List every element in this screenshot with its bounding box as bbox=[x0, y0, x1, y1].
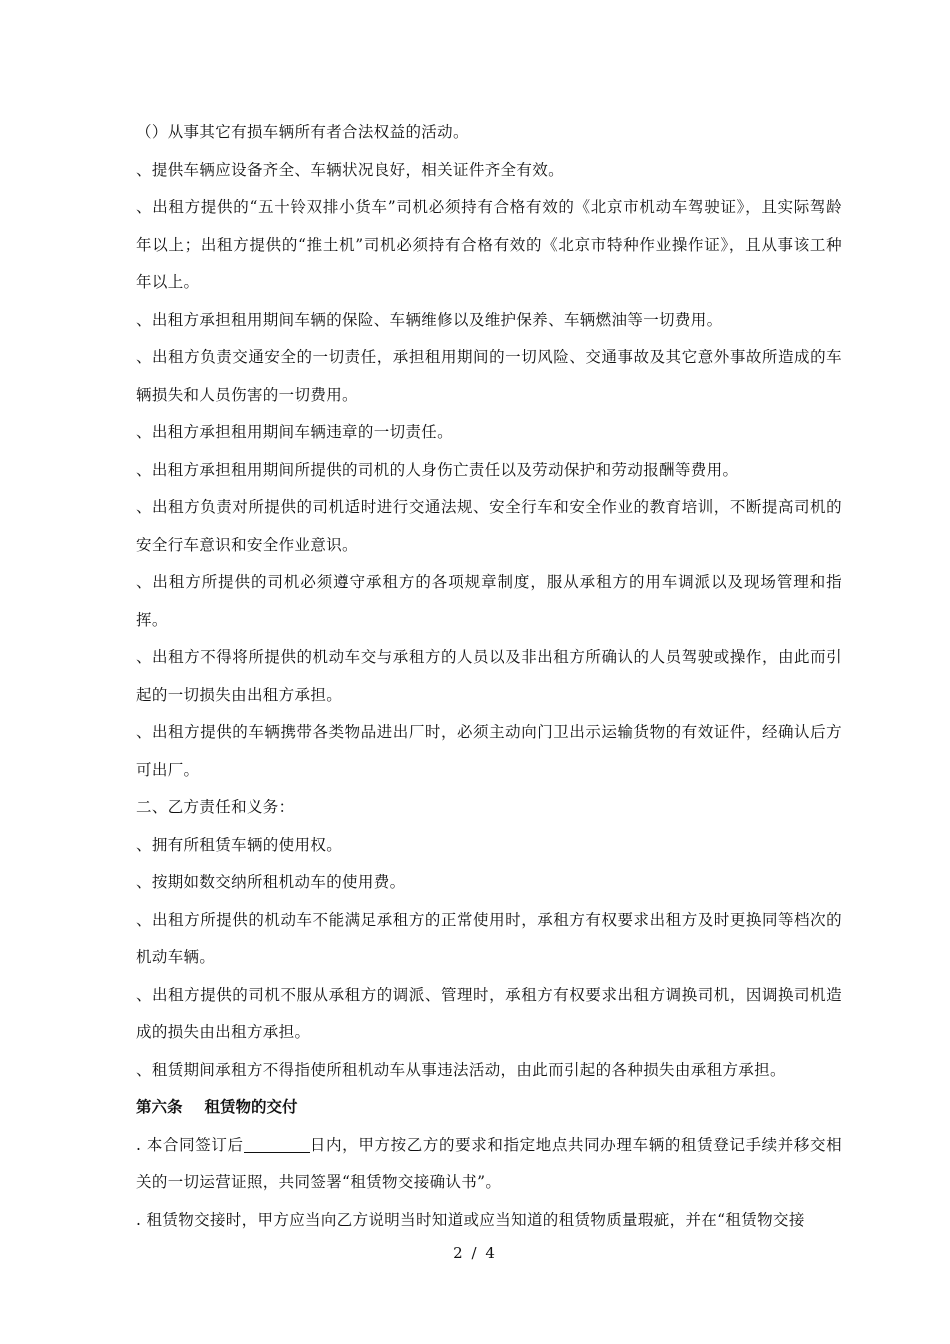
clause-text: 、出租方不得将所提供的机动车交与承租方的人员以及非出租方所确认的人员驾驶或操作，由此而引起的一切损失由出租方承担。 bbox=[136, 648, 842, 704]
clause-text: 、出租方提供的“五十铃双排小货车”司机必须持有合格有效的《北京市机动车驾驶证》，且实际驾龄年以上；出租方提供的“推土机”司机必须持有合格有效的《北京市特种作业操作证》，且从事该工种年以上。 bbox=[136, 198, 842, 291]
page-separator: / bbox=[471, 1244, 479, 1262]
clause-text: 、出租方负责交通安全的一切责任，承担租用期间的一切风险、交通事故及其它意外事故所造成的车辆损失和人员伤害的一切费用。 bbox=[136, 348, 842, 404]
article-title: 租赁物的交付 bbox=[204, 1098, 298, 1116]
page-number bbox=[0, 1244, 950, 1262]
clause-text: 、出租方承担租用期间所提供的司机的人身伤亡责任以及劳动保护和劳动报酬等费用。 bbox=[136, 460, 739, 479]
clause-text: 、出租方提供的司机不服从承租方的调派、管理时，承租方有权要求出租方调换司机，因调换司机造成的损失由出租方承担。 bbox=[136, 985, 842, 1041]
clause-text: 、出租方承担租用期间车辆违章的一切责任。 bbox=[136, 423, 454, 441]
clause-text: 、出租方承担租用期间车辆的保险、车辆维修以及维护保养、车辆燃油等一切费用。 bbox=[136, 310, 723, 329]
document-body bbox=[136, 114, 842, 1239]
clause-text: 、租赁期间承租方不得指使所租机动车从事违法活动，由此而引起的各种损失由承租方承担。 bbox=[136, 1060, 786, 1079]
clause-text: （）从事其它有损车辆所有者合法权益的活动。 bbox=[136, 123, 469, 141]
clause-text: 、按期如数交纳所租机动车的使用费。 bbox=[136, 873, 406, 891]
delivery-clause-1 bbox=[136, 1127, 842, 1202]
clause-text: 、出租方所提供的机动车不能满足承租方的正常使用时，承租方有权要求出租方及时更换同等档次的机动车辆。 bbox=[136, 910, 842, 966]
clause-text: 、拥有所租赁车辆的使用权。 bbox=[136, 835, 343, 854]
clause-text: 、出租方所提供的司机必须遵守承租方的各项规章制度，服从承租方的用车调派以及现场管理和指挥。 bbox=[136, 573, 842, 629]
section-heading: 二、乙方责任和义务： bbox=[136, 798, 295, 816]
total-pages: 4 bbox=[485, 1244, 497, 1262]
article-heading bbox=[136, 1089, 842, 1127]
delivery-clause-2: . 租赁物交接时，甲方应当向乙方说明当时知道或应当知道的租赁物质量瑕疵，并在“租赁物交接 bbox=[136, 1210, 805, 1229]
fill-in-blank bbox=[244, 1136, 310, 1153]
clause-text-start: . 本合同签订后 bbox=[136, 1135, 244, 1154]
current-page: 2 bbox=[453, 1244, 465, 1262]
clause-text: 、出租方负责对所提供的司机适时进行交通法规、安全行车和安全作业的教育培训，不断提高司机的安全行车意识和安全作业意识。 bbox=[136, 498, 842, 554]
article-number: 第六条 bbox=[136, 1098, 183, 1116]
clause-text: 、提供车辆应设备齐全、车辆状况良好，相关证件齐全有效。 bbox=[136, 160, 564, 179]
clause-text-end: 日内，甲方按乙方的要求和指定地点共同办理车辆的租赁登记手续并移交相关的一切运营证照，共同签署“租赁物交接确认书”。 bbox=[136, 1135, 842, 1191]
clause-text: 、出租方提供的车辆携带各类物品进出厂时，必须主动向门卫出示运输货物的有效证件，经确认后方可出厂。 bbox=[136, 723, 842, 779]
